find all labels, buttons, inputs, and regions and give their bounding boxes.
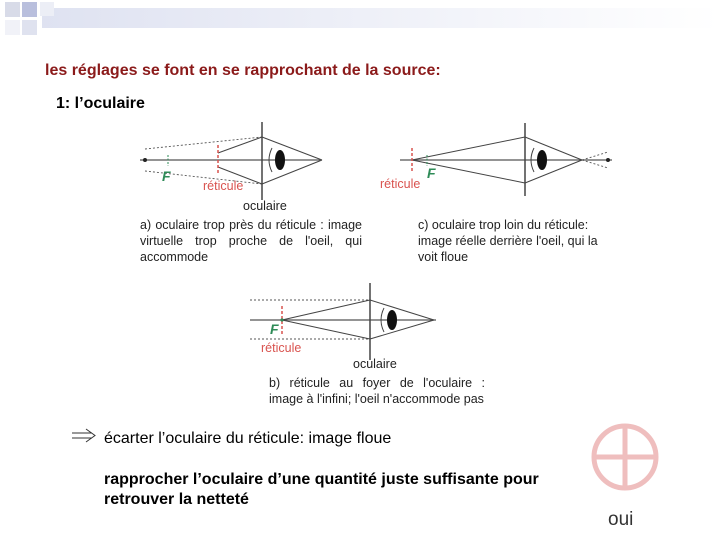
eye-b (387, 310, 397, 330)
focus-label-c: F (427, 165, 436, 181)
instruction-line-1: écarter l’oculaire du réticule: image floue (104, 430, 392, 447)
oui-label: oui (608, 509, 634, 530)
focus-label-a: F (162, 168, 171, 184)
diagram-c (400, 123, 612, 196)
instruction-line-2: rapprocher l’oculaire d’une quantité juste suffisante pour retrouver la netteté (104, 471, 539, 508)
reticle-label-c: réticule (380, 177, 421, 191)
focus-label-b: F (270, 321, 279, 337)
eye-a (275, 150, 285, 170)
arrow-icon (72, 429, 95, 442)
reticle-label-a: réticule (203, 179, 244, 193)
eyepiece-label-a: oculaire (243, 199, 287, 213)
caption-b: b) réticule au foyer de l'oculaire : image à l'infini; l'oeil n'accommode pas (269, 376, 485, 406)
crosshair-reticle-icon (594, 426, 656, 488)
reticle-label-b: réticule (261, 341, 302, 355)
slide-subtitle: 1: l’oculaire (56, 95, 145, 112)
caption-c: c) oculaire trop loin du réticule: image réelle derrière l'oeil, qui la voit floue (418, 218, 598, 264)
slide-title: les réglages se font en se rapprochant de la source: (45, 62, 441, 79)
eyepiece-label-b: oculaire (353, 357, 397, 371)
eye-c (537, 150, 547, 170)
caption-a: a) oculaire trop près du réticule : image virtuelle trop proche de l'oeil, qui accommode (140, 218, 362, 264)
